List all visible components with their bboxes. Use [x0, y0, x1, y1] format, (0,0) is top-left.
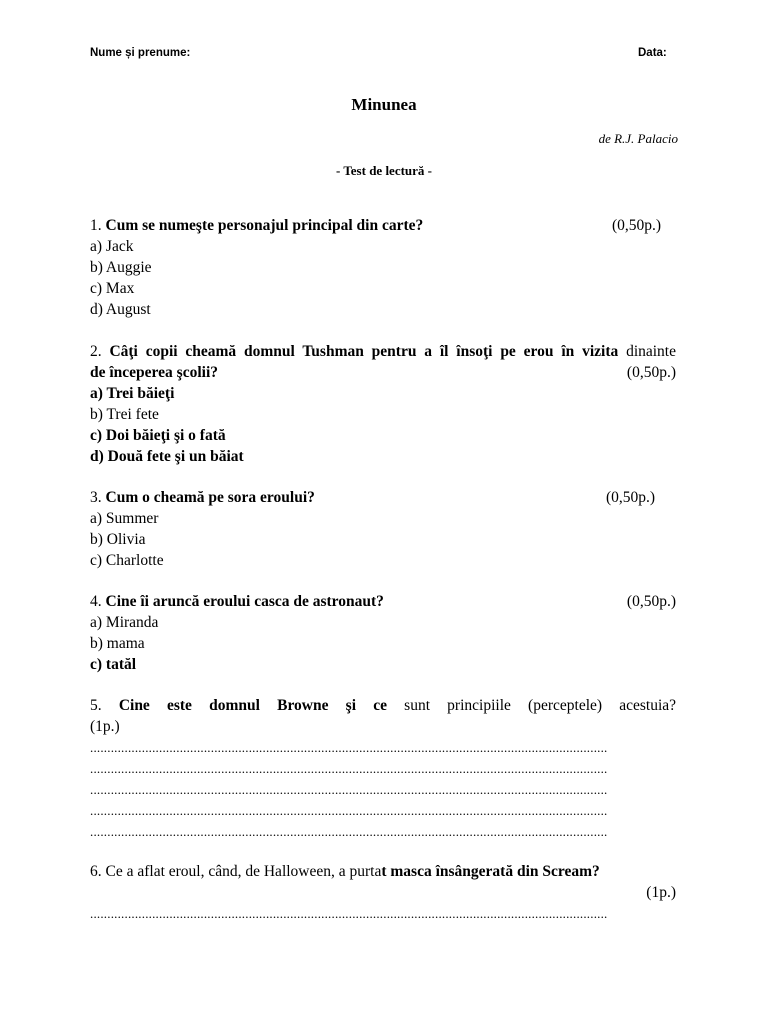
question-3	[90, 487, 676, 571]
option-c: c) tatăl	[90, 656, 137, 673]
question-text-continued: dinainte	[626, 343, 676, 360]
question-points: (0,50p.)	[612, 217, 662, 234]
option-d: d) Două fete şi un băiat	[90, 448, 244, 465]
question-text: Cum o cheamă pe sora eroului?	[105, 489, 315, 506]
question-points: (1p.)	[646, 884, 676, 901]
option-b: b) Trei fete	[90, 406, 159, 423]
question-points: (0,50p.)	[626, 593, 676, 610]
answer-line: ......................................................................................................................................................	[90, 906, 608, 921]
option-a: a) Trei băieţi	[90, 385, 175, 402]
question-points: (0,50p.)	[626, 364, 676, 381]
question-text-continued: t masca însângerată din Scream?	[381, 863, 600, 880]
question-5	[90, 695, 676, 842]
question-4	[90, 591, 676, 675]
document-title: Minunea	[351, 95, 417, 114]
question-number: 2.	[90, 343, 102, 360]
option-a: a) Jack	[90, 238, 134, 255]
answer-line: ......................................................................................................................................................	[90, 740, 608, 755]
question-text-continued: sunt principiile (perceptele) acestuia?	[404, 697, 677, 714]
question-2	[90, 341, 676, 467]
option-b: b) Olivia	[90, 531, 146, 548]
question-text: Ce a aflat eroul, când, de Halloween, a purta	[105, 863, 382, 880]
name-label: Nume și prenume:	[90, 47, 191, 59]
option-c: c) Max	[90, 280, 135, 297]
option-c: c) Doi băieţi şi o fată	[90, 427, 226, 444]
question-text: Câţi copii cheamă domnul Tushman pentru a îl însoţi pe erou în vizita	[109, 343, 619, 360]
question-text: Cine este domnul Browne şi ce	[118, 697, 387, 714]
option-b: b) Auggie	[90, 259, 152, 276]
question-number: 6.	[90, 863, 102, 880]
answer-line: ......................................................................................................................................................	[90, 761, 608, 776]
answer-line: ......................................................................................................................................................	[90, 782, 608, 797]
question-points: (0,50p.)	[606, 489, 656, 506]
question-text: Cum se numeşte personajul principal din carte?	[105, 217, 424, 234]
question-number: 1.	[90, 217, 102, 234]
answer-line: ......................................................................................................................................................	[90, 824, 608, 839]
option-a: a) Summer	[90, 510, 159, 527]
question-points: (1p.)	[90, 718, 120, 735]
option-c: c) Charlotte	[90, 552, 164, 569]
option-a: a) Miranda	[90, 614, 159, 631]
question-6	[90, 861, 676, 924]
option-d: d) August	[90, 301, 151, 318]
option-b: b) mama	[90, 635, 145, 652]
question-number: 4.	[90, 593, 102, 610]
date-label: Data:	[638, 47, 667, 59]
author-credit: de R.J. Palacio	[598, 131, 678, 146]
question-number: 3.	[90, 489, 102, 506]
question-1	[90, 215, 676, 320]
question-text: Cine îi aruncă eroului casca de astronaut?	[105, 593, 384, 610]
answer-line: ......................................................................................................................................................	[90, 803, 608, 818]
question-number: 5.	[90, 697, 102, 714]
test-subtitle: - Test de lectură -	[335, 163, 433, 178]
question-text-line2: de începerea şcolii?	[90, 364, 218, 381]
